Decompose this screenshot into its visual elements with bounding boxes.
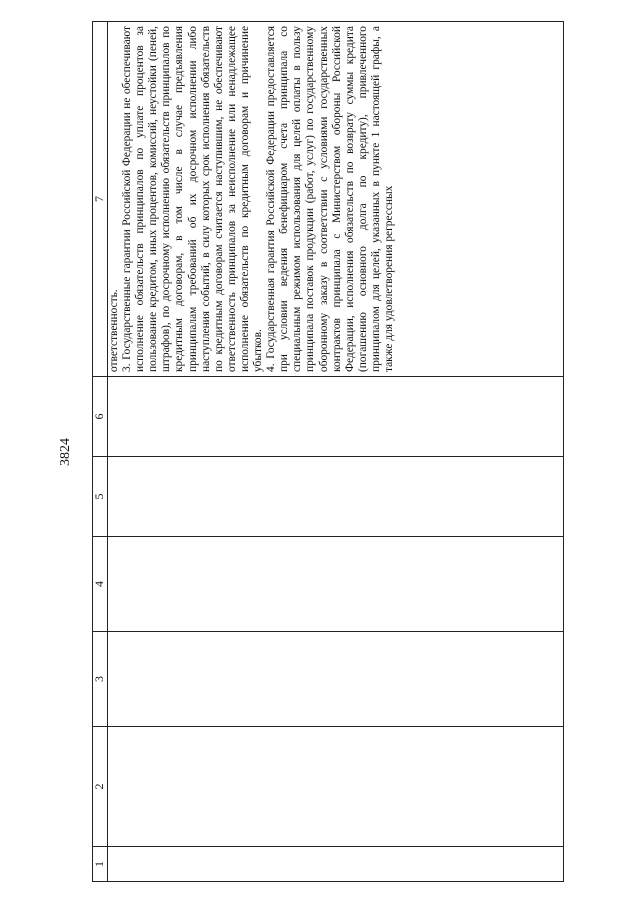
col-header-4: 4 [93, 537, 108, 632]
rotated-page [40, 22, 600, 882]
cell-col-3 [108, 632, 564, 727]
col-header-5: 5 [93, 457, 108, 537]
cell-col-7 [108, 22, 564, 377]
cell-col-4 [108, 537, 564, 632]
cell-col-6 [108, 377, 564, 457]
cell-col-1 [108, 847, 564, 882]
data-table [92, 21, 564, 882]
paragraph-continuation: ответственность. [108, 289, 120, 372]
col-header-6: 6 [93, 377, 108, 457]
table-row [108, 22, 564, 882]
header-row [93, 22, 108, 882]
col-header-3: 3 [93, 632, 108, 727]
cell-col-2 [108, 727, 564, 847]
col-header-1: 1 [93, 847, 108, 882]
col-header-2: 2 [93, 727, 108, 847]
cell-col-5 [108, 457, 564, 537]
paragraph-item-4: 4. Государственная гарантия Российской Федерации предоставляется при условии ведения бенефициаром счета принципала со специальным режимом использования для целей оплаты в пользу принципала поставок продукции (работ, услуг) по государственному оборонному заказу в соответствии с условиями государственных контрактов принципала с Министерством обороны Российской Федерации, исполнения обязательств по возврату суммы кредита (погашению основного долга по кредиту), привлеченного принципалом для целей, указанных в пункте 1 настоящей графы, а также для удовлетворения регрессных [265, 26, 395, 372]
col-header-7: 7 [93, 22, 108, 377]
paragraph-item-3: 3. Государственные гарантии Российской Федерации не обеспечивают исполнение обязательств принципалов по уплате процентов за пользование кредитом, иных процентов, комиссий, неустойки (пеней, штрафов), по досрочному исполнению обязательств принципалов по кредитным договорам, в том числе в случае предъявления принципалам требований об их досрочном исполнении либо наступления событий, в силу которых срок исполнения обязательств по кредитным договорам считается наступившим, не обеспечивают ответственность принципалов за неисполнение или ненадлежащее исполнение обязательств по кредитным договорам и причинение убытков. [121, 26, 265, 372]
page-number: 3824 [58, 438, 73, 466]
